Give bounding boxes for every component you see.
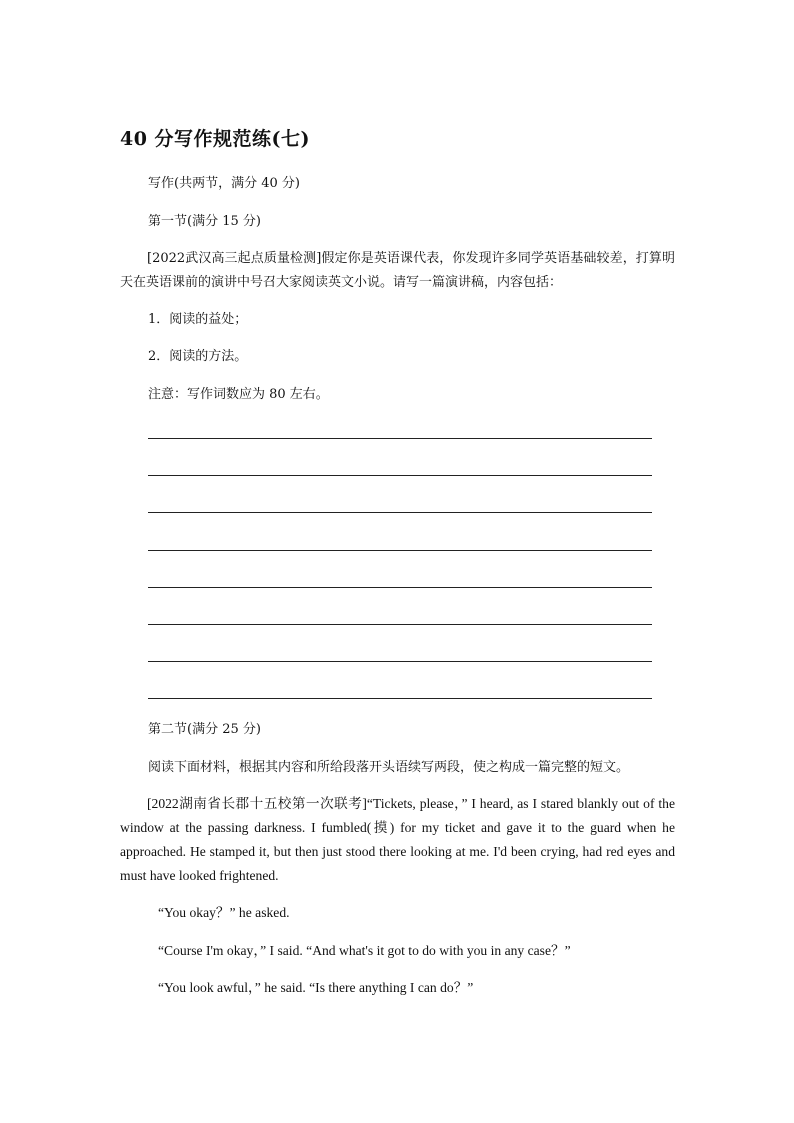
part2-instruction: 阅读下面材料，根据其内容和所给段落开头语续写两段，使之构成一篇完整的短文。 (148, 760, 630, 775)
part1-point-2: 2．阅读的方法。 (148, 349, 248, 364)
part2-passage: [2022湖南省长郡十五校第一次联考]“Tickets, please，” I heard, as I stared blankly out of the window at the passing darkness. I fumbled(摸) for my ticket and gave it to the guard when he approached. He stamped it, but then just stood there looking at me. I'd been crying, had red eyes and must have looked frightened. (120, 796, 675, 883)
answer-line[interactable] (148, 661, 652, 698)
answer-line[interactable] (148, 438, 652, 475)
part1-point-1: 1．阅读的益处； (148, 312, 248, 327)
part2-heading: 第二节(满分 25 分) (148, 722, 261, 737)
part1-heading: 第一节(满分 15 分) (148, 214, 261, 229)
answer-line[interactable] (148, 587, 652, 624)
section-heading: 写作(共两节，满分 40 分) (148, 176, 300, 191)
dialogue-line-1: “You okay？” he asked. (158, 905, 290, 920)
part1-prompt: [2022武汉高三起点质量检测]假定你是英语课代表，你发现许多同学英语基础较差，打算明天在英语课前的演讲中号召大家阅读英文小说。请写一篇演讲稿，内容包括： (120, 251, 675, 290)
answer-line[interactable] (148, 624, 652, 661)
answer-line[interactable] (148, 475, 652, 512)
page-title: 40 分写作规范练(七) (120, 128, 311, 150)
part1-note: 注意：写作词数应为 80 左右。 (148, 387, 329, 402)
dialogue-line-3: “You look awful，” he said. “Is there anything I can do？” (158, 980, 474, 995)
dialogue-line-2: “Course I'm okay，” I said. “And what's it got to do with you in any case？” (158, 943, 571, 958)
answer-line[interactable] (148, 512, 652, 549)
answer-lines[interactable] (148, 438, 652, 736)
answer-line[interactable] (148, 550, 652, 587)
